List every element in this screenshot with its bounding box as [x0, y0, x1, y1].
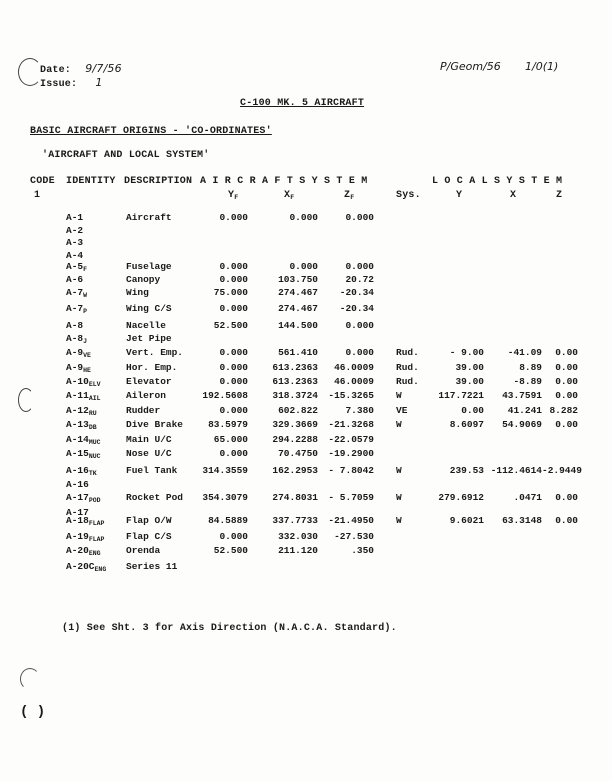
row-y: 0.000	[219, 274, 248, 285]
row-lz: 0.00	[555, 419, 578, 430]
row-x: 274.467	[278, 303, 318, 314]
row-ly: 9.6021	[449, 515, 484, 526]
row-sys: Rud.	[396, 347, 419, 358]
row-z: 0.000	[345, 347, 374, 358]
row-identity: $A-13_{DB}$	[66, 419, 97, 431]
row-identity: $A-15_{NUC}$	[66, 448, 101, 460]
row-y: 52.500	[213, 320, 248, 331]
row-ly: 279.6912	[438, 492, 484, 503]
row-z: .350	[351, 545, 374, 556]
table-row	[0, 261, 612, 274]
row-lz: 0.00	[555, 390, 578, 401]
row-z: -27.530	[334, 531, 374, 542]
row-desc: Fuel Tank	[126, 465, 178, 476]
row-identity: A-3	[66, 237, 84, 248]
row-identity: $A-9_{HE}$	[66, 362, 91, 374]
table-row	[0, 434, 612, 447]
table-row	[0, 492, 612, 505]
row-desc: Hor. Emp.	[126, 362, 178, 373]
col-description-header: DESCRIPTION	[124, 176, 193, 187]
row-desc: Rudder	[126, 405, 161, 416]
row-identity: $A-8_J$	[66, 333, 88, 345]
table-row	[0, 479, 612, 492]
row-lz: 0.00	[555, 515, 578, 526]
row-x: 318.3724	[272, 390, 318, 401]
row-z: 46.0009	[334, 376, 374, 387]
row-x: 274.467	[278, 287, 318, 298]
table-row	[0, 320, 612, 333]
row-y: 0.000	[219, 376, 248, 387]
row-ly: 8.6097	[449, 419, 484, 430]
row-lx: -41.09	[507, 347, 542, 358]
col-x-header: $X_F$	[284, 190, 295, 201]
row-ly: 39.00	[455, 376, 484, 387]
col-code-header: CODE	[30, 176, 55, 187]
footnote: (1) See Sht. 3 for Axis Direction (N.A.C.A. Standard).	[62, 623, 397, 634]
row-sys: W	[396, 492, 402, 503]
table-row	[0, 419, 612, 432]
row-identity: A-4	[66, 250, 84, 261]
row-sys: W	[396, 419, 402, 430]
row-identity: A-6	[66, 274, 84, 285]
row-lx: .0471	[513, 492, 542, 503]
table-row	[0, 376, 612, 389]
row-desc: Flap O/W	[126, 515, 172, 526]
row-y: 0.000	[219, 212, 248, 223]
table-row	[0, 303, 612, 316]
col-sys-header: Sys.	[396, 190, 421, 201]
row-desc: Dive Brake	[126, 419, 184, 430]
row-z: -15.3265	[328, 390, 374, 401]
row-z: -21.4950	[328, 515, 374, 526]
table-row	[0, 531, 612, 544]
row-x: 294.2288	[272, 434, 318, 445]
row-lz: -2.9449	[542, 465, 582, 476]
row-z: -19.2900	[328, 448, 374, 459]
system-label: 'AIRCRAFT AND LOCAL SYSTEM'	[42, 150, 210, 161]
row-identity: $A-12_{RU}$	[66, 405, 97, 417]
row-identity: $A-9_{VE}$	[66, 347, 91, 359]
row-sys: W	[396, 515, 402, 526]
row-desc: Rocket Pod	[126, 492, 184, 503]
row-lz: 0.00	[555, 376, 578, 387]
row-x: 613.2363	[272, 362, 318, 373]
row-z: - 5.7059	[328, 492, 374, 503]
row-y: 0.000	[219, 347, 248, 358]
table-row	[0, 405, 612, 418]
row-desc: Main U/C	[126, 434, 172, 445]
date-line	[40, 62, 122, 76]
row-identity: A-16	[66, 479, 89, 490]
issue-value: 1	[95, 76, 103, 89]
issue-label: Issue:	[40, 79, 78, 90]
row-x: 613.2363	[272, 376, 318, 387]
row-ly: 117.7221	[438, 390, 484, 401]
row-z: -20.34	[339, 287, 374, 298]
row-lz: 0.00	[555, 492, 578, 503]
row-desc: Elevator	[126, 376, 172, 387]
row-lx: 43.7591	[502, 390, 542, 401]
punch-hole-mark-lower	[20, 668, 40, 690]
row-desc: Jet Pipe	[126, 333, 172, 344]
row-desc: Flap C/S	[126, 531, 172, 542]
row-y: 84.5889	[208, 515, 248, 526]
col-y-header: $Y_F$	[228, 190, 239, 201]
row-lz: 0.00	[555, 347, 578, 358]
section-subtitle: BASIC AIRCRAFT ORIGINS - 'CO-ORDINATES'	[30, 126, 272, 137]
row-x: 0.000	[289, 261, 318, 272]
row-y: 52.500	[213, 545, 248, 556]
col-local-x-header: X	[510, 190, 517, 201]
row-sys: W	[396, 465, 402, 476]
row-desc: Nose U/C	[126, 448, 172, 459]
row-lx: 63.3148	[502, 515, 542, 526]
row-z: 20.72	[345, 274, 374, 285]
table-row	[0, 287, 612, 300]
row-lx: -112.4614	[490, 465, 542, 476]
row-x: 0.000	[289, 212, 318, 223]
row-y: 0.000	[219, 303, 248, 314]
row-z: 0.000	[345, 320, 374, 331]
table-row	[0, 274, 612, 287]
row-y: 0.000	[219, 531, 248, 542]
row-x: 332.030	[278, 531, 318, 542]
row-identity: $A-17_{POD}$	[66, 492, 101, 504]
row-desc: Wing	[126, 287, 149, 298]
row-identity: A-17	[66, 507, 89, 518]
col-local-z-header: Z	[556, 190, 563, 201]
row-desc: Nacelle	[126, 320, 166, 331]
row-identity: $A-5_F$	[66, 261, 88, 273]
row-identity: $A-10_{ELV}$	[66, 376, 101, 388]
row-desc: Aircraft	[126, 212, 172, 223]
row-z: -21.3268	[328, 419, 374, 430]
margin-bracket-mark: ( )	[20, 704, 46, 720]
row-y: 75.000	[213, 287, 248, 298]
col-z-header: $Z_F$	[344, 190, 355, 201]
row-z: 0.000	[345, 212, 374, 223]
row-z: 7.380	[345, 405, 374, 416]
row-x: 561.410	[278, 347, 318, 358]
table-row	[0, 212, 612, 225]
row-x: 103.750	[278, 274, 318, 285]
row-desc: Fuselage	[126, 261, 172, 272]
aircraft-system-header: A I R C R A F T S Y S T E M	[200, 176, 368, 187]
row-identity: A-8	[66, 320, 84, 331]
row-x: 329.3669	[272, 419, 318, 430]
row-z: 46.0009	[334, 362, 374, 373]
row-desc: Wing C/S	[126, 303, 172, 314]
row-identity: $A-14_{MUC}$	[66, 434, 101, 446]
row-y: 0.000	[219, 362, 248, 373]
table-row	[0, 545, 612, 558]
row-y: 192.5608	[202, 390, 248, 401]
row-ly: 239.53	[449, 465, 484, 476]
row-x: 162.2953	[272, 465, 318, 476]
row-sys: W	[396, 390, 402, 401]
row-y: 354.3079	[202, 492, 248, 503]
table-row	[0, 390, 612, 403]
table-row	[0, 347, 612, 360]
table-row	[0, 515, 612, 528]
row-identity: $A-19_{FLAP}$	[66, 531, 105, 543]
row-y: 0.000	[219, 405, 248, 416]
date-value: 9/7/56	[85, 62, 122, 75]
table-row	[0, 333, 612, 346]
table-row	[0, 465, 612, 478]
row-x: 602.822	[278, 405, 318, 416]
row-x: 70.4750	[278, 448, 318, 459]
row-lz: 8.282	[549, 405, 578, 416]
row-identity: $A-7_W$	[66, 287, 88, 299]
row-z: 0.000	[345, 261, 374, 272]
row-ly: 0.00	[461, 405, 484, 416]
row-desc: Orenda	[126, 545, 161, 556]
row-lx: 41.241	[507, 405, 542, 416]
row-desc: Vert. Emp.	[126, 347, 184, 358]
row-y: 0.000	[219, 261, 248, 272]
row-sys: VE	[396, 405, 408, 416]
row-y: 65.000	[213, 434, 248, 445]
row-ly: - 9.00	[449, 347, 484, 358]
row-lz: 0.00	[555, 362, 578, 373]
row-desc: Canopy	[126, 274, 161, 285]
row-x: 211.120	[278, 545, 318, 556]
col-local-y-header: Y	[456, 190, 463, 201]
row-lx: 8.89	[519, 362, 542, 373]
row-y: 0.000	[219, 448, 248, 459]
col-identity-header: IDENTITY	[66, 176, 116, 187]
table-row	[0, 362, 612, 375]
document-title: C-100 MK. 5 AIRCRAFT	[240, 98, 365, 109]
col-code-sub: 1	[34, 190, 41, 201]
row-x: 144.500	[278, 320, 318, 331]
row-sys: Rud.	[396, 362, 419, 373]
row-desc: Series 11	[126, 561, 178, 572]
row-identity: $A-20C_{ENG}$	[66, 561, 107, 573]
table-row	[0, 237, 612, 250]
page-reference: P/Geom/56	[440, 60, 501, 73]
row-identity: A-2	[66, 225, 84, 236]
row-z: -20.34	[339, 303, 374, 314]
row-x: 337.7733	[272, 515, 318, 526]
row-identity: $A-11_{AIL}$	[66, 390, 101, 402]
row-z: - 7.8042	[328, 465, 374, 476]
row-identity: $A-16_{TK}$	[66, 465, 97, 477]
row-ly: 39.00	[455, 362, 484, 373]
row-x: 274.8031	[272, 492, 318, 503]
issue-line	[40, 76, 103, 90]
row-identity: $A-20_{ENG}$	[66, 545, 101, 557]
row-identity: $A-18_{FLAP}$	[66, 515, 105, 527]
table-row	[0, 561, 612, 574]
row-sys: Rud.	[396, 376, 419, 387]
row-y: 314.3559	[202, 465, 248, 476]
row-desc: Aileron	[126, 390, 166, 401]
row-identity: $A-7_P$	[66, 303, 88, 315]
punch-hole-mark-top	[18, 58, 42, 86]
row-z: -22.0579	[328, 434, 374, 445]
row-y: 83.5979	[208, 419, 248, 430]
date-label: Date:	[40, 65, 72, 76]
local-system-header: L O C A L S Y S T E M	[432, 176, 563, 187]
row-lx: 54.9069	[502, 419, 542, 430]
row-identity: A-1	[66, 212, 84, 223]
page-number: 1/0(1)	[525, 60, 559, 73]
row-lx: -8.89	[513, 376, 542, 387]
table-row	[0, 448, 612, 461]
